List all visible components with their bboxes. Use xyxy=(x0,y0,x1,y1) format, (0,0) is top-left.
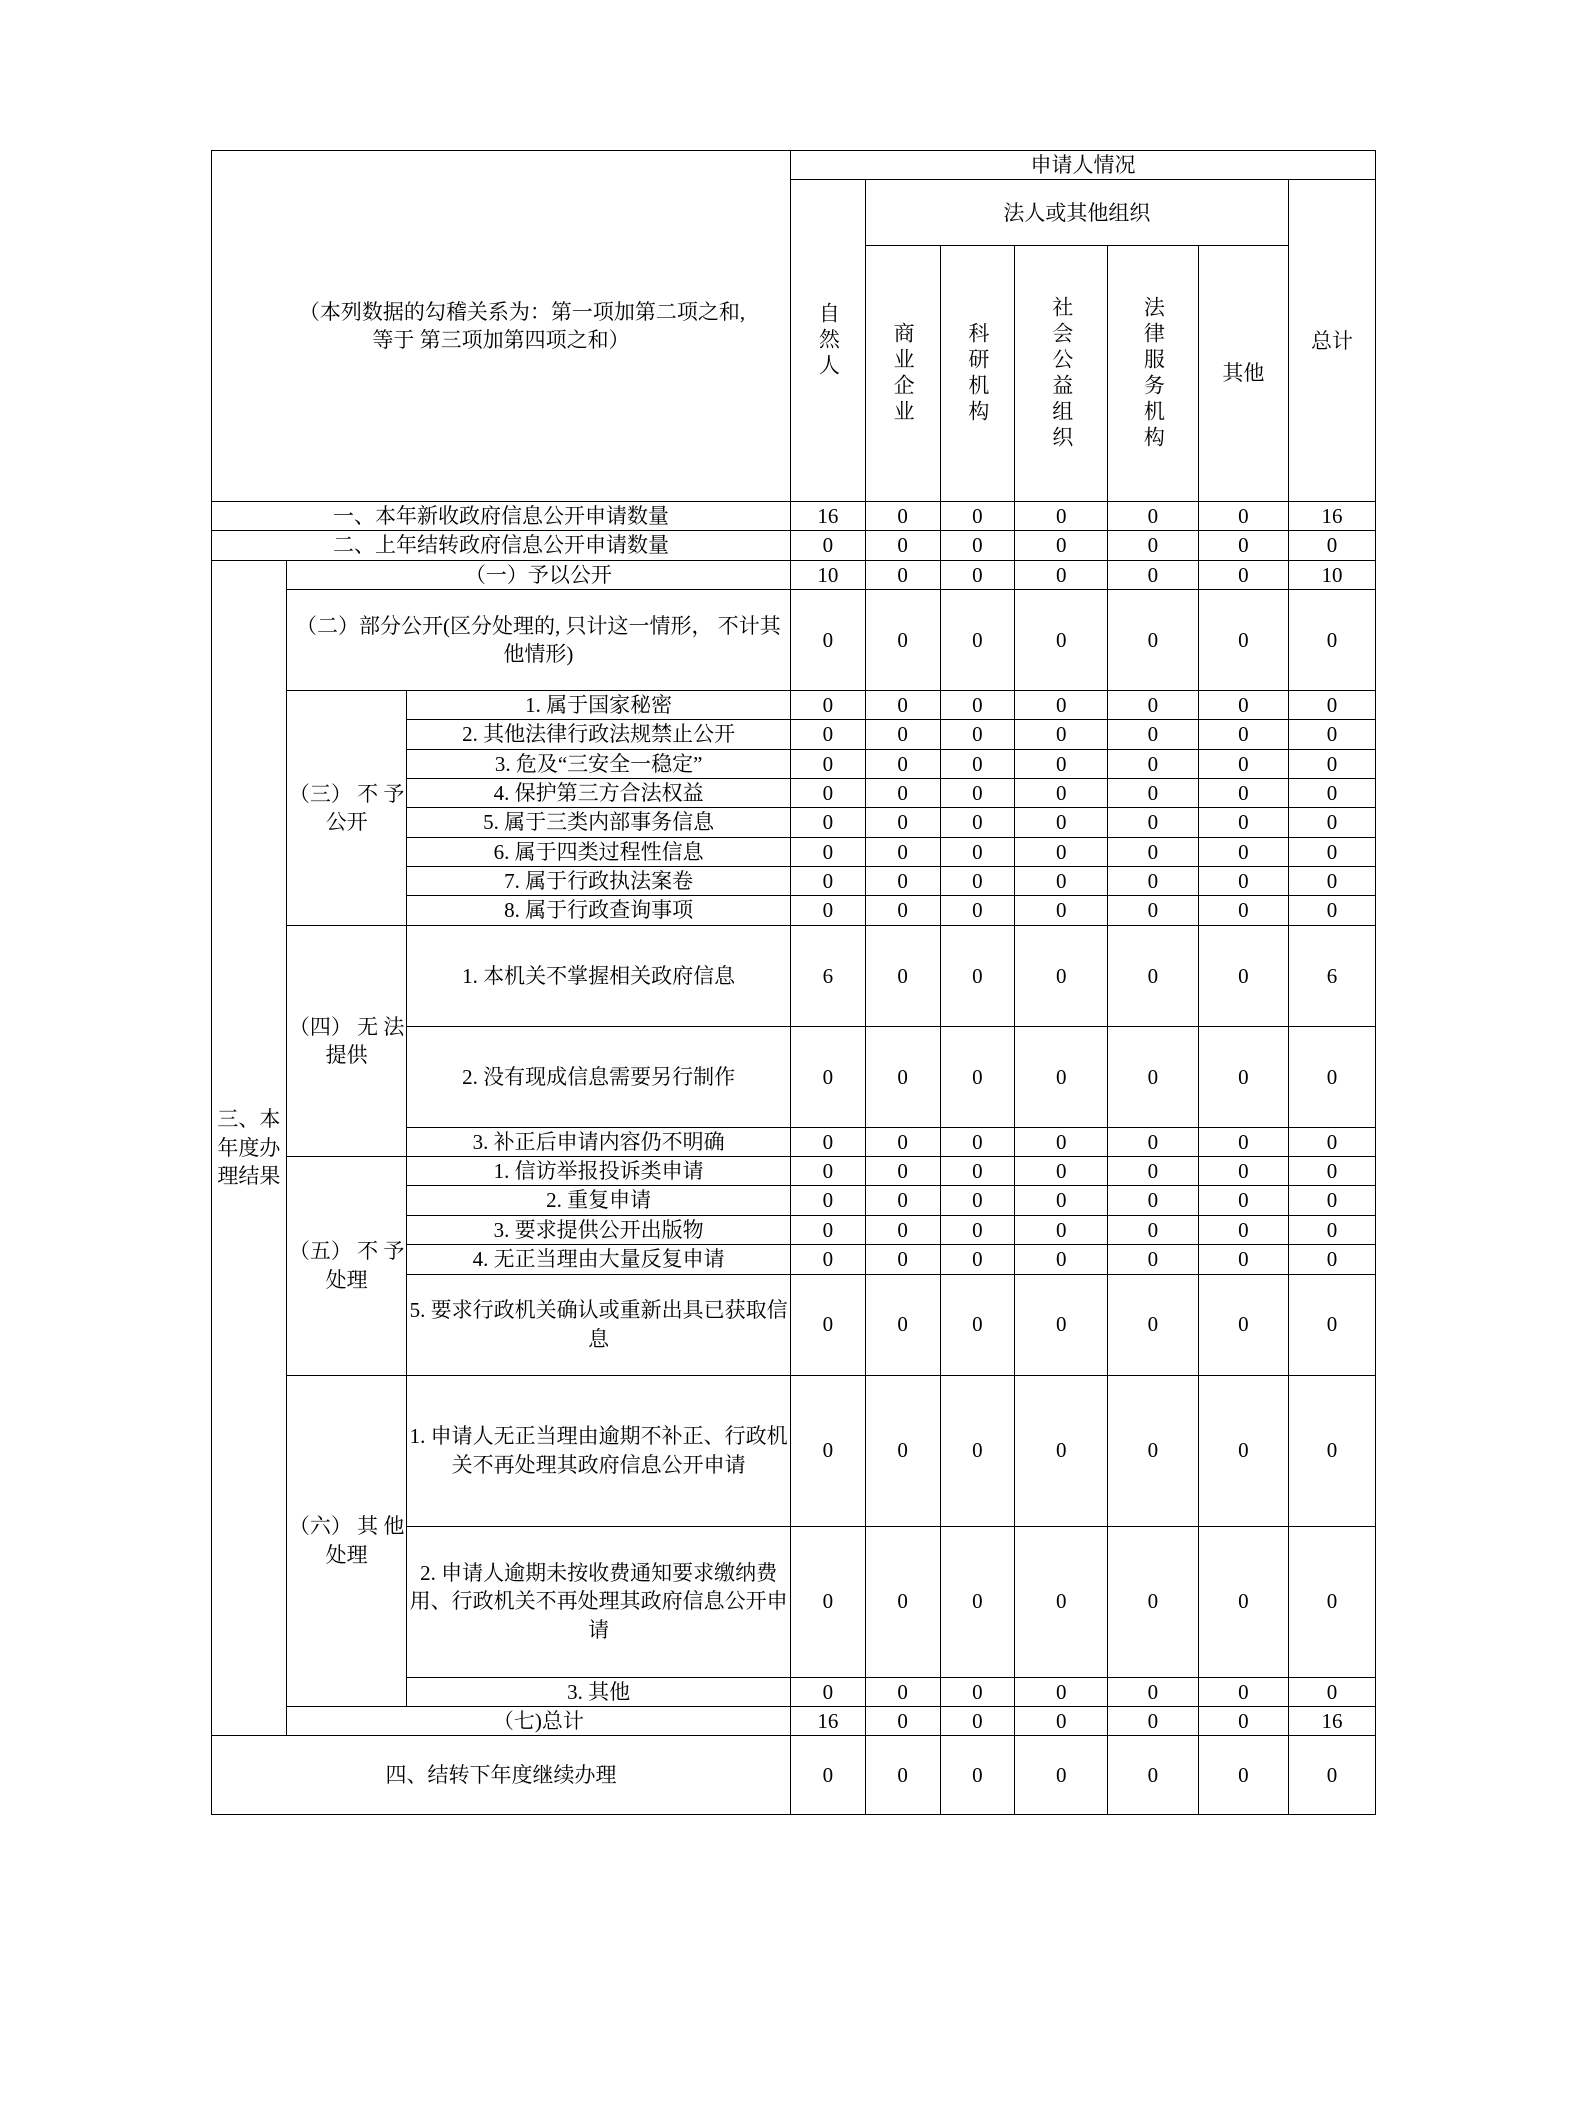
row-value: 0 xyxy=(790,779,865,808)
row-value: 0 xyxy=(1108,502,1198,531)
table-row xyxy=(212,1157,1376,1186)
row-value: 0 xyxy=(1015,1245,1108,1274)
row-value-total: 0 xyxy=(1289,896,1376,925)
row-value: 0 xyxy=(1108,1526,1198,1677)
row-value: 0 xyxy=(790,837,865,866)
note-line-2: 等于 第三项加第四项之和） xyxy=(372,328,630,352)
table-row xyxy=(212,1375,1376,1526)
row-value: 0 xyxy=(940,1127,1015,1156)
row-value: 0 xyxy=(865,808,940,837)
row-value: 0 xyxy=(1015,1677,1108,1706)
row-value-total: 0 xyxy=(1289,1026,1376,1127)
row-value-total: 0 xyxy=(1289,779,1376,808)
row-value: 0 xyxy=(940,691,1015,720)
table-row xyxy=(212,691,1376,720)
row-value: 0 xyxy=(1198,1186,1288,1215)
row-value: 0 xyxy=(1198,1127,1288,1156)
row-value-total: 0 xyxy=(1289,1526,1376,1677)
row-label: 6. 属于四类过程性信息 xyxy=(407,837,791,866)
row-value-total: 0 xyxy=(1289,837,1376,866)
row-value: 0 xyxy=(940,720,1015,749)
row-value-total: 0 xyxy=(1289,1677,1376,1706)
row-value: 0 xyxy=(1015,1526,1108,1677)
row-value: 0 xyxy=(1198,896,1288,925)
row-value: 0 xyxy=(790,1127,865,1156)
row-value: 0 xyxy=(865,1375,940,1526)
row-value: 0 xyxy=(1108,925,1198,1026)
group-name: 无 法提供 xyxy=(325,1014,405,1067)
row-value: 0 xyxy=(865,1736,940,1815)
row-value-total: 0 xyxy=(1289,1127,1376,1156)
row-value: 0 xyxy=(790,808,865,837)
row-value: 0 xyxy=(1198,1375,1288,1526)
row-value: 0 xyxy=(1198,1215,1288,1244)
row-value: 0 xyxy=(1108,1274,1198,1375)
row-value: 0 xyxy=(1198,1245,1288,1274)
row-value: 0 xyxy=(1015,1127,1108,1156)
row-value: 0 xyxy=(1015,1026,1108,1127)
row-value: 0 xyxy=(790,720,865,749)
row-value-total: 0 xyxy=(1289,531,1376,560)
row-label: 4. 保护第三方合法权益 xyxy=(407,779,791,808)
table-row xyxy=(212,1736,1376,1815)
row-label: 7. 属于行政执法案卷 xyxy=(407,867,791,896)
header-other: 其他 xyxy=(1198,246,1288,502)
row-value: 0 xyxy=(865,1706,940,1735)
row-value: 0 xyxy=(1198,1274,1288,1375)
row-value: 0 xyxy=(790,1375,865,1526)
row-value: 0 xyxy=(790,1026,865,1127)
row-value: 0 xyxy=(865,867,940,896)
header-applicant-group: 申请人情况 xyxy=(790,151,1375,180)
row-value-total: 0 xyxy=(1289,1274,1376,1375)
group-label-cannot-provide xyxy=(286,925,407,1156)
row-value: 0 xyxy=(1198,837,1288,866)
row-value-total: 0 xyxy=(1289,1157,1376,1186)
row-value: 0 xyxy=(1108,1736,1198,1815)
row-value: 0 xyxy=(865,925,940,1026)
row-value: 0 xyxy=(940,1274,1015,1375)
row-value: 0 xyxy=(1108,1215,1198,1244)
row-value: 6 xyxy=(790,925,865,1026)
row-value: 0 xyxy=(1015,808,1108,837)
row-value: 0 xyxy=(1108,590,1198,691)
header-natural-person xyxy=(790,180,865,502)
row-value: 0 xyxy=(1108,1026,1198,1127)
row-value: 0 xyxy=(1015,779,1108,808)
row-value: 0 xyxy=(1015,749,1108,778)
row-value: 0 xyxy=(790,749,865,778)
row-value: 16 xyxy=(790,502,865,531)
row-value: 0 xyxy=(1108,1245,1198,1274)
row-value: 0 xyxy=(1198,560,1288,589)
row-value: 0 xyxy=(790,1677,865,1706)
row-value: 0 xyxy=(940,1736,1015,1815)
row-value: 0 xyxy=(1015,1215,1108,1244)
header-legal-service-org xyxy=(1108,246,1198,502)
row-value-total: 0 xyxy=(1289,1215,1376,1244)
row-value: 0 xyxy=(940,1157,1015,1186)
row-value-total: 0 xyxy=(1289,590,1376,691)
row-value: 10 xyxy=(790,560,865,589)
row-value: 0 xyxy=(790,1736,865,1815)
row-value: 0 xyxy=(1015,1274,1108,1375)
row-value: 0 xyxy=(790,531,865,560)
row-value-total: 6 xyxy=(1289,925,1376,1026)
row-label: 2. 没有现成信息需要另行制作 xyxy=(407,1026,791,1127)
row-label: 2. 申请人逾期未按收费通知要求缴纳费用、行政机关不再处理其政府信息公开申请 xyxy=(407,1526,791,1677)
table-row xyxy=(212,531,1376,560)
header-legal-service-org-label: 法律服务机构 xyxy=(1141,295,1166,452)
row-value: 0 xyxy=(940,1526,1015,1677)
row-label: 3. 其他 xyxy=(407,1677,791,1706)
row-value: 0 xyxy=(1015,1157,1108,1186)
row-value: 0 xyxy=(1198,925,1288,1026)
row-value-total: 0 xyxy=(1289,749,1376,778)
row-value: 0 xyxy=(1198,1157,1288,1186)
row-value: 0 xyxy=(790,691,865,720)
row-value: 0 xyxy=(1198,531,1288,560)
row-value: 0 xyxy=(940,1375,1015,1526)
row-value: 0 xyxy=(865,779,940,808)
row-label: 1. 信访举报投诉类申请 xyxy=(407,1157,791,1186)
group-number: （六） xyxy=(288,1514,352,1539)
row-value: 0 xyxy=(1198,1677,1288,1706)
row-label: （一）予以公开 xyxy=(286,560,790,589)
row-value: 0 xyxy=(940,779,1015,808)
row-value: 0 xyxy=(1108,1375,1198,1526)
group-name: 其 他处理 xyxy=(325,1514,405,1567)
row-value: 0 xyxy=(1015,1186,1108,1215)
row-value: 0 xyxy=(865,720,940,749)
row-value-total: 0 xyxy=(1289,1245,1376,1274)
row-value: 0 xyxy=(865,531,940,560)
row-label: （二）部分公开(区分处理的, 只计这一情形， 不计其他情形) xyxy=(286,590,790,691)
row-value: 0 xyxy=(1015,1375,1108,1526)
row-value-total: 10 xyxy=(1289,560,1376,589)
row-value: 0 xyxy=(865,590,940,691)
row-value: 0 xyxy=(940,1186,1015,1215)
row-value: 0 xyxy=(1015,590,1108,691)
row-value: 0 xyxy=(940,749,1015,778)
group-name: 不 予公开 xyxy=(325,781,405,834)
group-label-not-disclosed xyxy=(286,691,407,926)
row-value: 0 xyxy=(865,1186,940,1215)
group-label-not-processed xyxy=(286,1157,407,1375)
note-line-1: （本列数据的勾稽关系为：第一项加第二项之和, xyxy=(298,299,746,324)
row-value: 0 xyxy=(1015,1736,1108,1815)
row-label: 3. 危及“三安全一稳定” xyxy=(407,749,791,778)
row-value: 0 xyxy=(1198,749,1288,778)
row-value: 0 xyxy=(940,896,1015,925)
row-value: 0 xyxy=(1108,896,1198,925)
row-value: 0 xyxy=(940,531,1015,560)
row-value: 0 xyxy=(1015,896,1108,925)
row-value: 0 xyxy=(865,837,940,866)
row-label: 2. 重复申请 xyxy=(407,1186,791,1215)
group-number: （五） xyxy=(288,1239,352,1264)
row-label: 2. 其他法律行政法规禁止公开 xyxy=(407,720,791,749)
row-label: 4. 无正当理由大量反复申请 xyxy=(407,1245,791,1274)
row-value-total: 0 xyxy=(1289,867,1376,896)
row-value: 0 xyxy=(865,1677,940,1706)
row-value: 0 xyxy=(1198,867,1288,896)
row-value: 0 xyxy=(1108,779,1198,808)
row-value: 0 xyxy=(865,1026,940,1127)
row-label: 1. 属于国家秘密 xyxy=(407,691,791,720)
row-value: 0 xyxy=(790,1215,865,1244)
row-value: 0 xyxy=(940,1706,1015,1735)
row-value: 0 xyxy=(1108,1157,1198,1186)
group-number: （三） xyxy=(288,781,352,806)
row-value: 0 xyxy=(865,1526,940,1677)
row-value: 0 xyxy=(940,925,1015,1026)
row-label: 二、上年结转政府信息公开申请数量 xyxy=(212,531,791,560)
row-label: （七)总计 xyxy=(286,1706,790,1735)
header-business-enterprise-label: 商业企业 xyxy=(891,321,916,426)
row-value: 0 xyxy=(940,1677,1015,1706)
header-natural-person-label: 自然人 xyxy=(816,301,841,380)
group-number: （四） xyxy=(288,1014,352,1039)
row-value: 0 xyxy=(1108,1127,1198,1156)
row-value: 0 xyxy=(1108,837,1198,866)
row-value: 0 xyxy=(940,808,1015,837)
row-value: 0 xyxy=(1015,1706,1108,1735)
row-value: 0 xyxy=(790,1186,865,1215)
row-value-total: 0 xyxy=(1289,691,1376,720)
row-value-total: 0 xyxy=(1289,1736,1376,1815)
group-label-other-processing xyxy=(286,1375,407,1706)
row-value: 0 xyxy=(1108,749,1198,778)
group-label-year-result: 三、本年度办理结果 xyxy=(212,560,287,1736)
row-value: 0 xyxy=(865,1215,940,1244)
row-value: 0 xyxy=(940,590,1015,691)
header-social-welfare-org-label: 社会公益组织 xyxy=(1049,295,1074,452)
row-value: 0 xyxy=(1108,531,1198,560)
table-row xyxy=(212,590,1376,691)
row-label: 一、本年新收政府信息公开申请数量 xyxy=(212,502,791,531)
row-label: 8. 属于行政查询事项 xyxy=(407,896,791,925)
row-value: 0 xyxy=(940,867,1015,896)
row-value: 0 xyxy=(865,1274,940,1375)
row-value: 0 xyxy=(790,1274,865,1375)
row-label: 1. 本机关不掌握相关政府信息 xyxy=(407,925,791,1026)
table-row xyxy=(212,925,1376,1026)
row-value: 0 xyxy=(940,1215,1015,1244)
row-label: 5. 属于三类内部事务信息 xyxy=(407,808,791,837)
row-value: 0 xyxy=(1198,1026,1288,1127)
row-label: 四、结转下年度继续办理 xyxy=(212,1736,791,1815)
row-value: 0 xyxy=(1108,867,1198,896)
row-value: 0 xyxy=(940,1026,1015,1127)
row-value: 0 xyxy=(790,1526,865,1677)
row-value: 0 xyxy=(1108,720,1198,749)
row-value: 0 xyxy=(1015,720,1108,749)
row-value-total: 0 xyxy=(1289,808,1376,837)
header-total: 总计 xyxy=(1289,180,1376,502)
table-row xyxy=(212,502,1376,531)
row-value: 0 xyxy=(790,896,865,925)
row-value-total: 0 xyxy=(1289,1186,1376,1215)
row-value: 0 xyxy=(790,867,865,896)
header-research-institution xyxy=(940,246,1015,502)
row-value: 0 xyxy=(1015,867,1108,896)
row-value: 0 xyxy=(865,560,940,589)
row-value: 0 xyxy=(1015,502,1108,531)
row-value: 0 xyxy=(1198,1526,1288,1677)
header-business-enterprise xyxy=(865,246,940,502)
government-info-disclosure-table xyxy=(211,150,1376,1815)
row-value: 0 xyxy=(1015,925,1108,1026)
row-value: 0 xyxy=(865,502,940,531)
row-value: 0 xyxy=(1198,502,1288,531)
row-value: 0 xyxy=(865,1157,940,1186)
row-value: 0 xyxy=(790,1157,865,1186)
row-value: 0 xyxy=(1108,691,1198,720)
table-row xyxy=(212,1706,1376,1735)
row-value: 0 xyxy=(1108,560,1198,589)
header-social-welfare-org xyxy=(1015,246,1108,502)
row-value-total: 0 xyxy=(1289,720,1376,749)
row-value: 0 xyxy=(865,749,940,778)
row-value-total: 0 xyxy=(1289,1375,1376,1526)
row-label: 3. 补正后申请内容仍不明确 xyxy=(407,1127,791,1156)
row-value: 0 xyxy=(865,896,940,925)
row-value: 16 xyxy=(790,1706,865,1735)
row-value-total: 16 xyxy=(1289,1706,1376,1735)
row-value: 0 xyxy=(940,560,1015,589)
row-value: 0 xyxy=(1198,779,1288,808)
row-value: 0 xyxy=(1108,1186,1198,1215)
row-value: 0 xyxy=(940,502,1015,531)
row-label: 1. 申请人无正当理由逾期不补正、行政机关不再处理其政府信息公开申请 xyxy=(407,1375,791,1526)
row-value: 0 xyxy=(865,691,940,720)
row-value: 0 xyxy=(790,1245,865,1274)
row-value: 0 xyxy=(940,837,1015,866)
row-value: 0 xyxy=(1198,691,1288,720)
row-value: 0 xyxy=(1015,837,1108,866)
row-value: 0 xyxy=(1198,1736,1288,1815)
row-value: 0 xyxy=(1198,590,1288,691)
row-value: 0 xyxy=(1198,808,1288,837)
row-value: 0 xyxy=(790,590,865,691)
row-value: 0 xyxy=(1108,1706,1198,1735)
row-value: 0 xyxy=(940,1245,1015,1274)
table-row xyxy=(212,560,1376,589)
header-research-institution-label: 科研机构 xyxy=(965,321,990,426)
row-value: 0 xyxy=(865,1127,940,1156)
header-legal-entity-group: 法人或其他组织 xyxy=(865,180,1288,246)
row-value: 0 xyxy=(1015,560,1108,589)
group-name: 不 予处理 xyxy=(325,1239,405,1292)
row-value: 0 xyxy=(1108,1677,1198,1706)
row-value: 0 xyxy=(865,1245,940,1274)
row-label: 5. 要求行政机关确认或重新出具已获取信息 xyxy=(407,1274,791,1375)
row-value: 0 xyxy=(1198,1706,1288,1735)
row-value: 0 xyxy=(1108,808,1198,837)
row-value-total: 16 xyxy=(1289,502,1376,531)
note-cell xyxy=(212,151,791,502)
row-value: 0 xyxy=(1198,720,1288,749)
row-value: 0 xyxy=(1015,531,1108,560)
row-label: 3. 要求提供公开出版物 xyxy=(407,1215,791,1244)
header-row-1 xyxy=(212,151,1376,180)
row-value: 0 xyxy=(1015,691,1108,720)
